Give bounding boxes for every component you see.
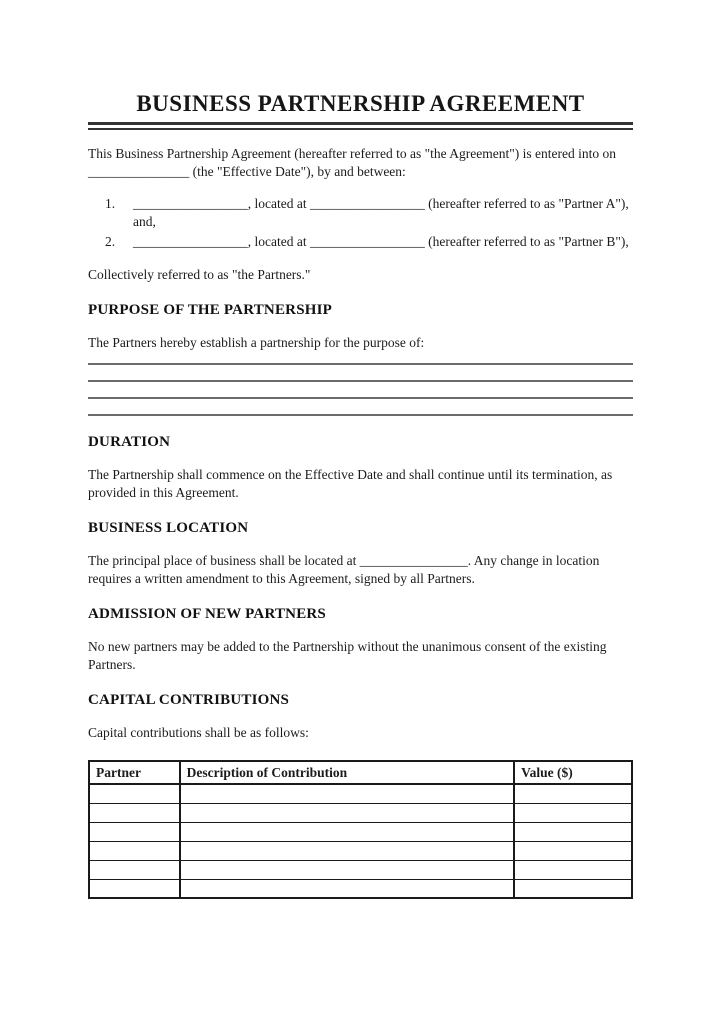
capital-table-header-value: Value ($) bbox=[514, 761, 632, 784]
capital-table-header-partner: Partner bbox=[89, 761, 180, 784]
duration-body: The Partnership shall commence on the Effective Date and shall continue until its termination, as provided in this Agreement. bbox=[88, 467, 613, 500]
capital-table-cell[interactable] bbox=[89, 784, 180, 803]
capital-table-cell[interactable] bbox=[180, 879, 514, 898]
purpose-fill-line[interactable] bbox=[88, 382, 633, 399]
purpose-fill-line[interactable] bbox=[88, 365, 633, 382]
party-item-b bbox=[105, 233, 633, 251]
capital-table-row bbox=[89, 860, 632, 879]
party-list bbox=[88, 195, 633, 251]
party-item-a bbox=[105, 195, 633, 231]
purpose-fill-lines bbox=[88, 352, 633, 416]
capital-table-header-description: Description of Contribution bbox=[180, 761, 514, 784]
capital-table-cell[interactable] bbox=[514, 879, 632, 898]
title-double-rule bbox=[88, 122, 633, 130]
capital-table-cell[interactable] bbox=[89, 879, 180, 898]
document-title: BUSINESS PARTNERSHIP AGREEMENT bbox=[136, 91, 585, 116]
section-heading-admission: ADMISSION OF NEW PARTNERS bbox=[88, 606, 326, 622]
document-content bbox=[88, 90, 633, 899]
capital-table-cell[interactable] bbox=[89, 822, 180, 841]
collective-line: Collectively referred to as "the Partners." bbox=[88, 267, 311, 282]
capital-table-cell[interactable] bbox=[89, 803, 180, 822]
party-number: 2. bbox=[105, 234, 116, 249]
intro-paragraph: This Business Partnership Agreement (hereafter referred to as "the Agreement") is entered into on _______________ (the "Effective Date"), by and between: bbox=[88, 146, 616, 179]
admission-body: No new partners may be added to the Partnership without the unanimous consent of the existing Partners. bbox=[88, 639, 607, 672]
section-heading-capital: CAPITAL CONTRIBUTIONS bbox=[88, 692, 290, 708]
capital-table-row bbox=[89, 841, 632, 860]
capital-table-cell[interactable] bbox=[514, 784, 632, 803]
capital-table-row bbox=[89, 784, 632, 803]
capital-table-cell[interactable] bbox=[89, 860, 180, 879]
party-number: 1. bbox=[105, 196, 116, 211]
section-heading-purpose: PURPOSE OF THE PARTNERSHIP bbox=[88, 302, 333, 318]
capital-table-cell[interactable] bbox=[180, 841, 514, 860]
business-location-body: The principal place of business shall be located at ________________. Any change in location requires a written amendment to this Agreement, signed by all Partners. bbox=[88, 553, 600, 586]
capital-table-row bbox=[89, 803, 632, 822]
capital-table-head bbox=[89, 761, 632, 784]
capital-table-row bbox=[89, 879, 632, 898]
capital-table-cell[interactable] bbox=[514, 860, 632, 879]
capital-table-body bbox=[89, 784, 632, 898]
capital-table-cell[interactable] bbox=[180, 860, 514, 879]
purpose-fill-line[interactable] bbox=[88, 399, 633, 416]
capital-table-cell[interactable] bbox=[180, 822, 514, 841]
capital-table-row bbox=[89, 822, 632, 841]
party-text: _________________, located at _________________ (hereafter referred to as "Partner B"), bbox=[133, 234, 629, 249]
section-heading-business-location: BUSINESS LOCATION bbox=[88, 520, 249, 536]
purpose-body: The Partners hereby establish a partnership for the purpose of: bbox=[88, 335, 425, 350]
capital-table-cell[interactable] bbox=[180, 784, 514, 803]
party-text: _________________, located at _________________ (hereafter referred to as "Partner A"), and, bbox=[133, 196, 629, 229]
capital-table-cell[interactable] bbox=[514, 841, 632, 860]
capital-contributions-table bbox=[88, 760, 633, 899]
section-heading-duration: DURATION bbox=[88, 434, 171, 450]
capital-table-cell[interactable] bbox=[180, 803, 514, 822]
capital-table-cell[interactable] bbox=[514, 822, 632, 841]
capital-table-header-row bbox=[89, 761, 632, 784]
purpose-fill-line[interactable] bbox=[88, 352, 633, 365]
capital-table-cell[interactable] bbox=[89, 841, 180, 860]
capital-table-cell[interactable] bbox=[514, 803, 632, 822]
capital-body: Capital contributions shall be as follows: bbox=[88, 725, 309, 740]
